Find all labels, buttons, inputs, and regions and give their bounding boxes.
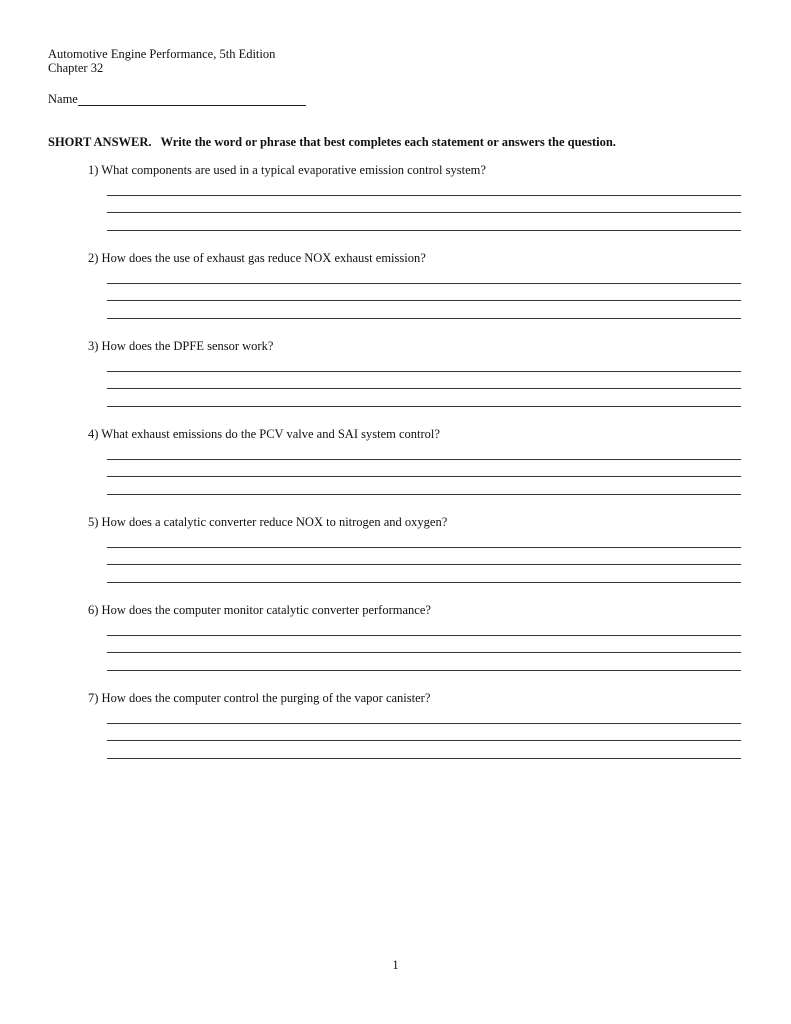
answer-line[interactable]: [107, 476, 741, 477]
question-3: [88, 339, 748, 353]
answer-line[interactable]: [107, 230, 741, 231]
chapter-label: Chapter 32: [48, 61, 104, 75]
page-number: 1: [392, 958, 399, 972]
answer-line[interactable]: [107, 670, 741, 671]
answer-line[interactable]: [107, 300, 741, 301]
question-6: [88, 603, 748, 617]
question-text: 1) What components are used in a typical evaporative emission control system?: [88, 163, 486, 177]
answer-line[interactable]: [107, 635, 741, 636]
question-2: [88, 251, 748, 265]
answer-line[interactable]: [107, 371, 741, 372]
answer-line[interactable]: [107, 547, 741, 548]
question-1: [88, 163, 748, 177]
answer-line[interactable]: [107, 740, 741, 741]
question-7: [88, 691, 748, 705]
answer-line[interactable]: [107, 582, 741, 583]
answer-line[interactable]: [107, 459, 741, 460]
answer-line[interactable]: [107, 652, 741, 653]
answer-line[interactable]: [107, 195, 741, 196]
name-label: Name: [48, 92, 78, 106]
question-5: [88, 515, 748, 529]
question-4: [88, 427, 748, 441]
name-input-line[interactable]: [78, 93, 306, 106]
document-header: [48, 47, 275, 75]
answer-line[interactable]: [107, 758, 741, 759]
question-text: 6) How does the computer monitor catalytic converter performance?: [88, 603, 431, 617]
answer-line[interactable]: [107, 212, 741, 213]
section-type-label: SHORT ANSWER.: [48, 135, 152, 149]
instructions: [48, 135, 616, 150]
answer-line[interactable]: [107, 406, 741, 407]
answer-line[interactable]: [107, 494, 741, 495]
question-text: 3) How does the DPFE sensor work?: [88, 339, 274, 353]
question-text: 4) What exhaust emissions do the PCV valve and SAI system control?: [88, 427, 440, 441]
question-text: 7) How does the computer control the purging of the vapor canister?: [88, 691, 431, 705]
answer-line[interactable]: [107, 283, 741, 284]
name-field-row: [48, 92, 306, 106]
instructions-text: Write the word or phrase that best completes each statement or answers the question.: [160, 135, 616, 149]
book-title: Automotive Engine Performance, 5th Edition: [48, 47, 276, 61]
answer-line[interactable]: [107, 318, 741, 319]
answer-line[interactable]: [107, 723, 741, 724]
question-text: 5) How does a catalytic converter reduce NOX to nitrogen and oxygen?: [88, 515, 448, 529]
answer-line[interactable]: [107, 564, 741, 565]
answer-line[interactable]: [107, 388, 741, 389]
question-text: 2) How does the use of exhaust gas reduce NOX exhaust emission?: [88, 251, 426, 265]
